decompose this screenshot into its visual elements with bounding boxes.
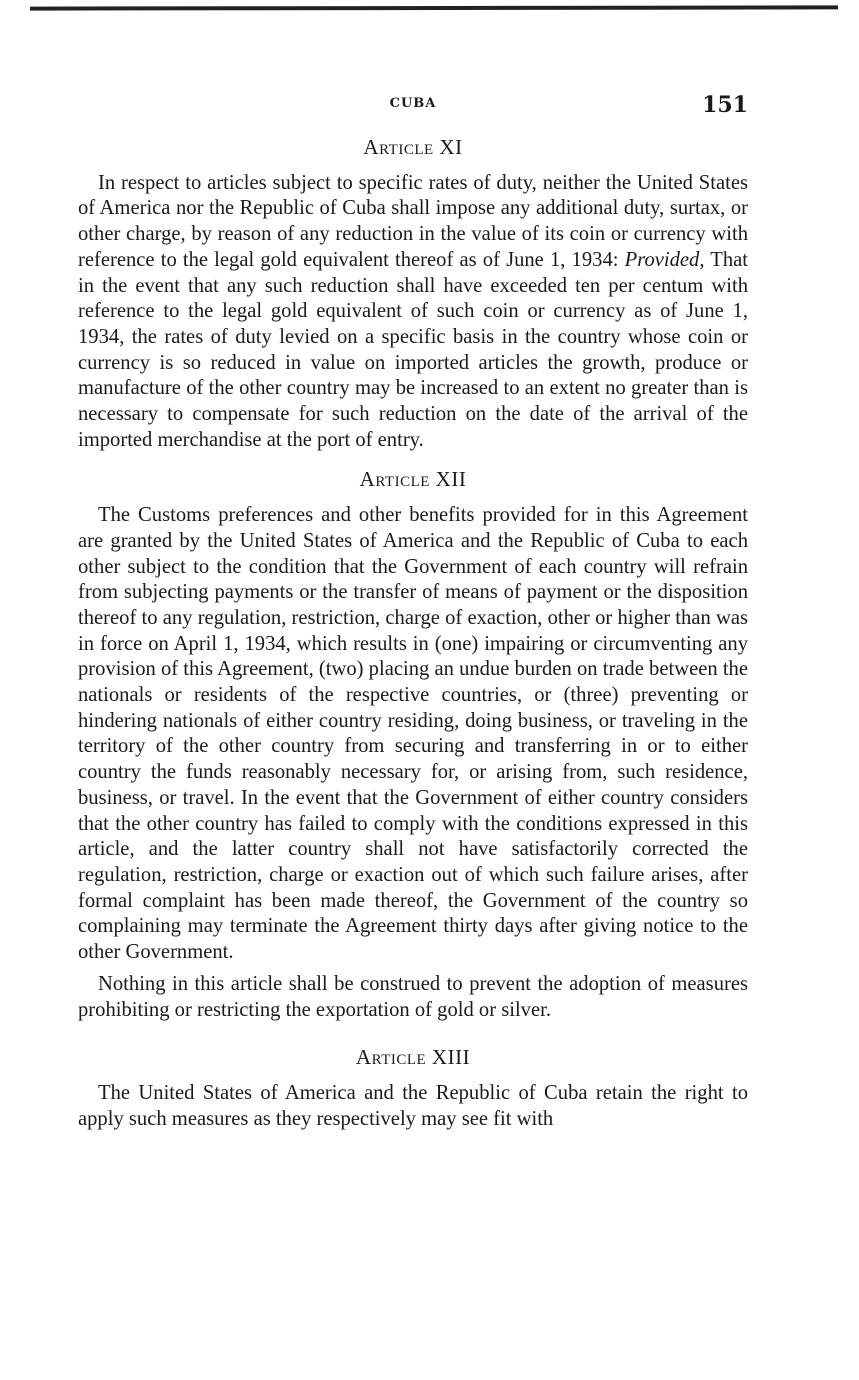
article-xi-proviso: Provided, xyxy=(624,248,705,271)
article-xi-paragraph xyxy=(78,171,748,454)
article-xi-text-before: In respect to articles subject to specific rates of duty, neither the United States of America nor the Republic of Cuba shall impose any additional duty, surtax, or other charge, by reason of any reduction in the value of its coin or currency with reference to the legal gold equivalent thereof as of June 1, 1934: xyxy=(78,171,748,271)
top-rule xyxy=(30,5,838,10)
article-xiii-paragraph: The United States of America and the Republic of Cuba retain the right to apply such measures as they respectively may see fit with xyxy=(78,1081,748,1130)
running-title: CUBA xyxy=(389,96,437,111)
article-xii-heading: Article XII xyxy=(359,467,467,492)
article-xi-text-after: That in the event that any such reduction shall have exceeded ten per centum with reference to the legal gold equivalent of such coin or currency as of June 1, 1934, the rates of duty levied on a specific basis in the country whose coin or currency is so reduced in value on imported articles the growth, produce or manufacture of the other country may be increased to an extent no greater than is necessary to compensate for such reduction on the date of the arrival of the imported merchandise at the port of entry. xyxy=(78,248,748,451)
article-xi-heading: Article XI xyxy=(363,135,463,159)
article-xii-paragraph-2: Nothing in this article shall be construed to prevent the adoption of measures prohibiting or restricting the exportation of gold or silver. xyxy=(78,972,748,1021)
article-xii-paragraph-1: The Customs preferences and other benefits provided for in this Agreement are granted by the United States of America and the Republic of Cuba to each other subject to the condition that the Government of each country will refrain from subjecting payments or the transfer of means of payment or the disposition thereof to any regulation, restriction, charge of exaction, other or higher than was in force on April 1, 1934, which results in (one) impairing or circumventing any provision of this Agreement, (two) placing an undue burden on trade between the nationals or residents of the respective countries, or (three) preventing or hindering nationals of either country residing, doing business, or traveling in the territory of the other country from securing and transferring in or to either country the funds reasonably necessary for, or arising from, such residence, business, or travel. In the event that the Government of either country considers that the other country has failed to comply with the conditions expressed in this article, and the latter country shall not have satisfactorily corrected the regulation, restriction, charge or exaction out of which such failure arises, after formal complaint has been made thereof, the Government of the country so complaining may terminate the Agreement thirty days after giving notice to the other Government. xyxy=(78,504,748,964)
page-number: 151 xyxy=(702,92,748,118)
page-body xyxy=(78,135,748,1132)
article-xiii-heading: Article XIII xyxy=(355,1045,471,1070)
running-head xyxy=(78,92,748,120)
